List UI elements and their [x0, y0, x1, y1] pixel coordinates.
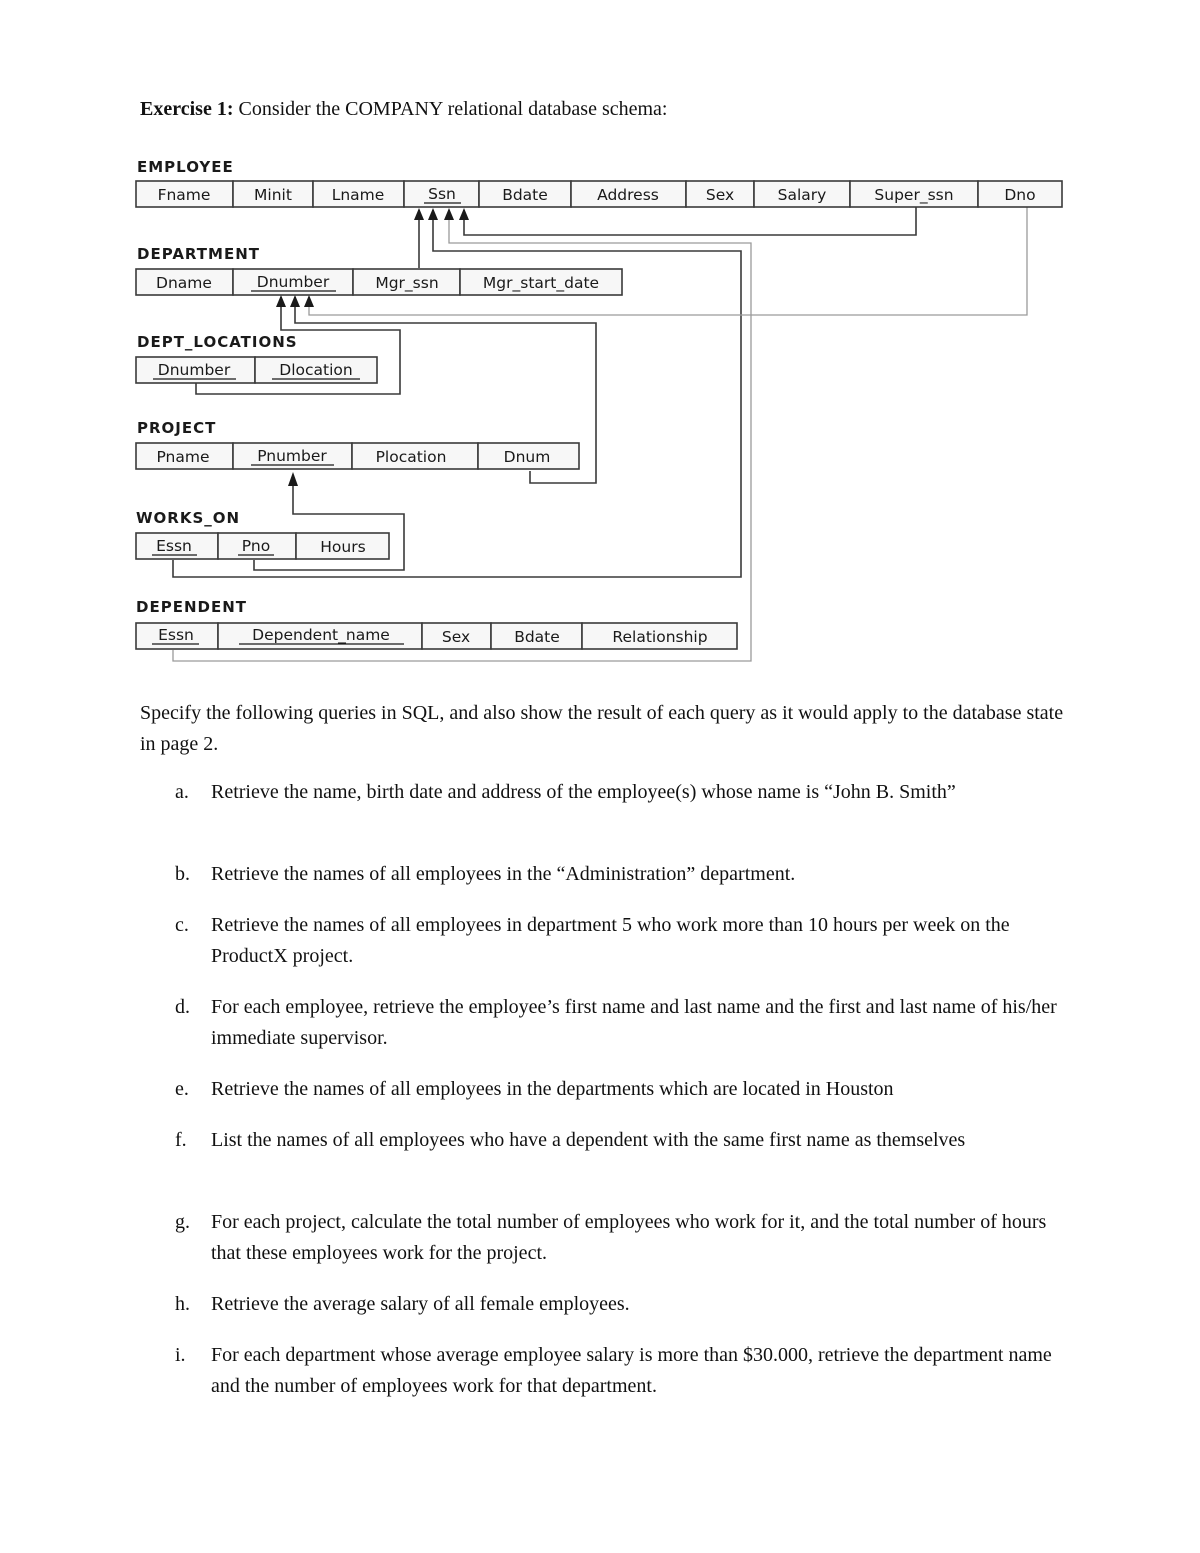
query-text: For each department whose average employee salary is more than $30.000, retrieve the department name and the number of employees work for that department.: [211, 1344, 1052, 1397]
relation-employee: [136, 158, 1062, 207]
query-letter: b.: [175, 863, 190, 885]
query-text: For each employee, retrieve the employee’s first name and last name and the first and last name of his/her immediate supervisor.: [211, 996, 1057, 1049]
attr-pname: Pname: [156, 448, 210, 466]
relation-project: [136, 419, 579, 469]
schema-diagram: [0, 0, 1200, 680]
attr-fname: Fname: [157, 186, 211, 204]
attr-lname: Lname: [331, 186, 385, 204]
relation-title: WORKS_ON: [136, 509, 241, 527]
attr-bdate: Bdate: [502, 186, 548, 204]
query-text: Retrieve the names of all employees in the departments which are located in Houston: [211, 1078, 894, 1100]
exercise-label: Exercise 1:: [140, 98, 234, 120]
exercise-heading-text: Consider the COMPANY relational database schema:: [238, 98, 668, 120]
instructions-paragraph: Specify the following queries in SQL, and also show the result of each query as it would apply to the database state in page 2.: [140, 702, 1064, 755]
attr-address: Address: [597, 186, 659, 204]
relation-title: DEPT_LOCATIONS: [137, 333, 298, 351]
attr-mgr-start-date: Mgr_start_date: [482, 274, 600, 292]
relation-works-on: [136, 509, 389, 559]
attr-plocation: Plocation: [375, 448, 447, 466]
relation-title: DEPENDENT: [136, 598, 247, 616]
query-letter: a.: [175, 781, 189, 803]
attr-pnumber-key: Pnumber: [257, 447, 327, 465]
query-letter: e.: [175, 1078, 189, 1100]
relation-title: EMPLOYEE: [137, 158, 234, 176]
attr-minit: Minit: [254, 186, 292, 204]
attr-dependent-name-key: Dependent_name: [252, 626, 390, 644]
attr-sex: Sex: [705, 186, 735, 204]
attr-dnumber-key: Dnumber: [157, 361, 231, 379]
query-letter: g.: [175, 1211, 190, 1233]
attr-essn-key: Essn: [156, 537, 192, 555]
attr-pno-key: Pno: [241, 537, 271, 555]
attr-relationship: Relationship: [612, 628, 708, 646]
attr-super-ssn: Super_ssn: [874, 186, 954, 204]
attr-sex: Sex: [441, 628, 471, 646]
query-text: Retrieve the names of all employees in department 5 who work more than 10 hours per week on the ProductX project.: [211, 914, 1010, 967]
query-text: Retrieve the names of all employees in the “Administration” department.: [211, 863, 796, 885]
query-letter: c.: [175, 914, 189, 936]
attr-bdate: Bdate: [514, 628, 560, 646]
query-text: Retrieve the average salary of all female employees.: [211, 1293, 630, 1315]
query-letter: i.: [175, 1344, 186, 1366]
attr-dlocation-key: Dlocation: [279, 361, 353, 379]
query-text: For each project, calculate the total number of employees who work for it, and the total number of hours that these employees work for the project.: [211, 1211, 1047, 1264]
attr-dnumber-key: Dnumber: [256, 273, 330, 291]
attr-ssn-key: Ssn: [428, 185, 456, 203]
attr-dno: Dno: [1004, 186, 1036, 204]
relation-department: [136, 245, 622, 295]
query-text: Retrieve the name, birth date and address of the employee(s) whose name is “John B. Smith”: [211, 781, 956, 803]
query-letter: h.: [175, 1293, 190, 1315]
attr-salary: Salary: [777, 186, 827, 204]
relation-title: DEPARTMENT: [137, 245, 260, 263]
query-letter: d.: [175, 996, 190, 1018]
attr-essn-key: Essn: [158, 626, 194, 644]
query-letter: f.: [175, 1129, 187, 1151]
relation-dependent: [136, 598, 737, 649]
attr-mgr-ssn: Mgr_ssn: [375, 274, 439, 292]
attr-dname: Dname: [156, 274, 212, 292]
query-text: List the names of all employees who have a dependent with the same first name as themselves: [211, 1129, 966, 1151]
attr-hours: Hours: [320, 538, 366, 556]
relation-title: PROJECT: [137, 419, 217, 437]
relation-dept-locations: [136, 333, 377, 383]
attr-dnum: Dnum: [503, 448, 551, 466]
